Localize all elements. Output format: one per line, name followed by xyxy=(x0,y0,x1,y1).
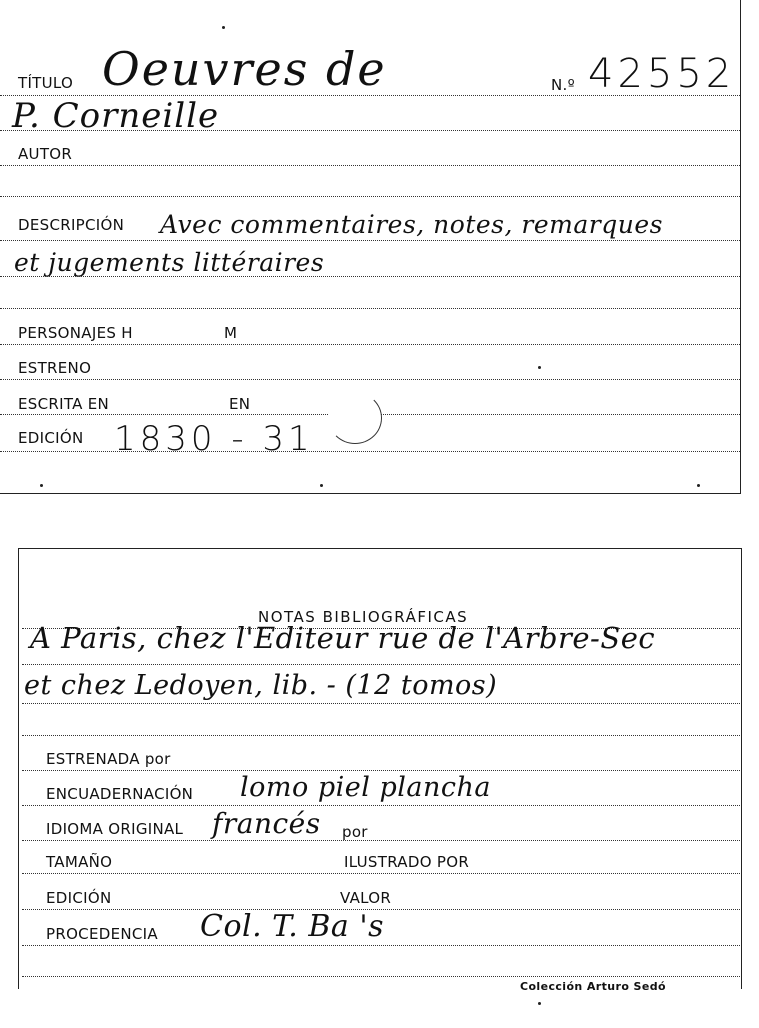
idioma-por-label: por xyxy=(342,823,368,841)
titulo-label: TÍTULO xyxy=(18,74,74,92)
idioma-value: francés xyxy=(212,807,321,840)
edicion-label: EDICIÓN xyxy=(18,429,84,447)
rule-descripcion-2 xyxy=(0,276,740,277)
notas-bibliograficas-heading: NOTAS BIBLIOGRÁFICAS xyxy=(258,608,469,626)
rule-notas-4 xyxy=(22,735,740,736)
rule-estreno xyxy=(0,379,740,380)
rule-notas-2 xyxy=(22,664,740,665)
personajes-label: PERSONAJES H xyxy=(18,324,133,342)
numero-label: N.º xyxy=(551,76,575,94)
descripcion-label: DESCRIPCIÓN xyxy=(18,216,125,234)
procedencia-value: Col. T. Ba 's xyxy=(200,909,384,944)
personajes-m-label: M xyxy=(224,324,238,342)
rule-titulo-2 xyxy=(0,130,740,131)
rule-estrenada xyxy=(22,770,740,771)
encuadernacion-value: lomo piel plancha xyxy=(240,772,491,803)
edicion-bottom-label: EDICIÓN xyxy=(46,889,112,907)
punch-hole-mark xyxy=(328,392,382,444)
edicion-value: 1830 - 31 xyxy=(114,419,314,459)
rule-personajes xyxy=(0,344,740,345)
rule-descripcion-3 xyxy=(0,308,740,309)
numero-value: 42552 xyxy=(588,51,736,97)
titulo-handwritten-line2: P. Corneille xyxy=(12,96,220,136)
rule-edicion xyxy=(0,451,740,452)
rule-notas-3 xyxy=(22,703,740,704)
speck xyxy=(538,1002,541,1005)
rule-descripcion xyxy=(0,240,740,241)
idioma-label: IDIOMA ORIGINAL xyxy=(46,820,184,838)
descripcion-handwritten-line2: et jugements littéraires xyxy=(14,248,325,277)
autor-label: AUTOR xyxy=(18,145,73,163)
estreno-label: ESTRENO xyxy=(18,359,92,377)
speck xyxy=(320,484,323,487)
notas-handwritten-line2: et chez Ledoyen, lib. - (12 tomos) xyxy=(24,670,498,701)
estrenada-label: ESTRENADA por xyxy=(46,750,171,768)
speck xyxy=(222,26,225,29)
notas-handwritten-line1: A Paris, chez l'Editeur rue de l'Arbre-Sec xyxy=(30,621,656,655)
collection-footer: Colección Arturo Sedó xyxy=(520,980,666,993)
rule-autor xyxy=(0,165,740,166)
procedencia-label: PROCEDENCIA xyxy=(46,925,158,943)
rule-procedencia xyxy=(22,945,740,946)
rule-blank xyxy=(0,196,740,197)
rule-encuadernacion xyxy=(22,805,740,806)
encuadernacion-label: ENCUADERNACIÓN xyxy=(46,785,194,803)
escrita-en-second-label: EN xyxy=(229,395,251,413)
rule-final xyxy=(22,976,740,977)
titulo-handwritten-line1: Oeuvres de xyxy=(102,42,387,96)
descripcion-handwritten-line1: Avec commentaires, notes, remarques xyxy=(160,210,663,239)
ilustrado-label: ILUSTRADO POR xyxy=(344,853,470,871)
speck xyxy=(538,366,541,369)
rule-idioma xyxy=(22,840,740,841)
speck xyxy=(40,484,43,487)
rule-tamano xyxy=(22,873,740,874)
tamano-label: TAMAÑO xyxy=(46,853,113,871)
valor-label: VALOR xyxy=(340,889,392,907)
escrita-en-label: ESCRITA EN xyxy=(18,395,110,413)
speck xyxy=(697,484,700,487)
